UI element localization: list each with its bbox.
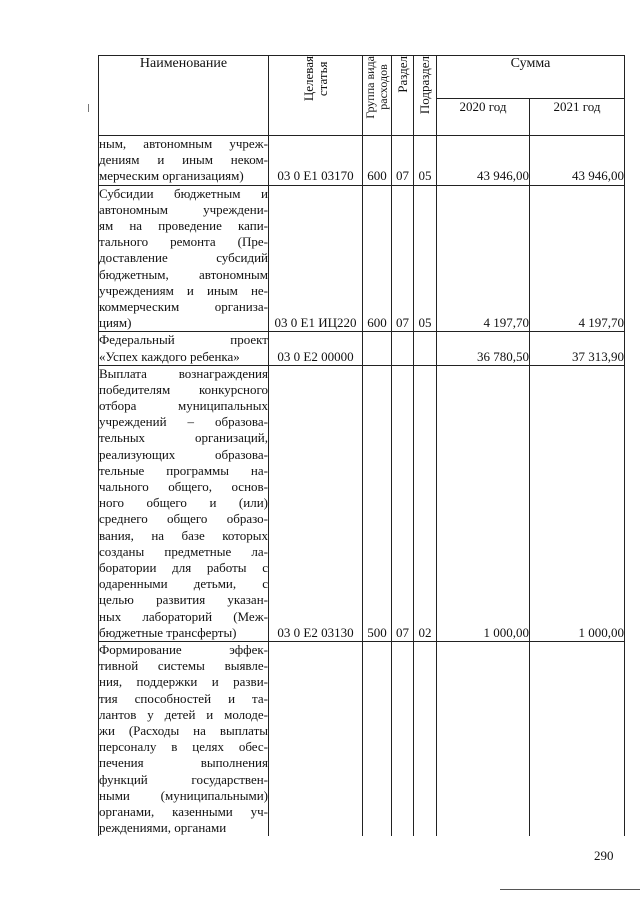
header-group-text: Группа вида расходов [363, 56, 390, 119]
row-group [363, 332, 392, 365]
header-target [269, 56, 363, 136]
row-section [392, 332, 414, 365]
header-name: Наименование [99, 56, 269, 136]
cell-spacer [530, 186, 624, 316]
row-section [392, 185, 414, 332]
row-name-line: мерческим организациям) [99, 168, 244, 184]
row-name-line: учреждений – образова- [99, 414, 268, 430]
cell-spacer [392, 136, 413, 168]
cell-spacer [414, 366, 436, 625]
cell-spacer [414, 642, 436, 820]
row-sum-2020 [437, 136, 530, 186]
row-sum-2020 [437, 185, 530, 332]
row-name [99, 332, 269, 365]
row-name-line: вания, на базе которых [99, 527, 268, 543]
cell-spacer [269, 642, 362, 820]
row-name-line: Выплата вознаграждения [99, 365, 268, 381]
row-name-line: отбора муниципальных [99, 398, 268, 414]
row-name-line: победителям конкурсного [99, 381, 268, 397]
row-name-line: целью развития указан- [99, 592, 268, 608]
row-name-line: ния, поддержки и разви- [99, 674, 268, 690]
row-target-code-value [269, 820, 362, 836]
row-section-value [392, 820, 413, 836]
row-sum-2021 [530, 136, 625, 186]
row-name-line: жи (Расходы на выплаты [99, 723, 268, 739]
row-sum-2021-value [530, 820, 624, 836]
cell-spacer [437, 366, 529, 625]
row-sum-2020-value: 36 780,50 [477, 348, 529, 364]
row-sum-2021-value: 4 197,70 [578, 315, 624, 331]
row-subsection [414, 365, 437, 641]
row-name-line: тельных организаций, [99, 430, 268, 446]
row-sum-2021-value: 1 000,00 [578, 624, 624, 640]
margin-mark [88, 104, 89, 112]
row-sum-2021-value: 43 946,00 [572, 168, 624, 184]
row-sum-2020 [437, 642, 530, 837]
row-sum-2020-value: 43 946,00 [477, 168, 529, 184]
row-name-line: созданы предметные ла- [99, 543, 268, 559]
row-target-code-value: 03 0 Е2 03130 [277, 624, 354, 640]
cell-spacer [392, 186, 413, 316]
row-subsection [414, 332, 437, 365]
header-group [363, 56, 392, 136]
cell-spacer [437, 186, 529, 316]
cell-spacer [414, 186, 436, 316]
cell-spacer [530, 642, 624, 820]
cell-spacer [363, 136, 391, 168]
cell-spacer [269, 136, 362, 168]
row-name-line: тального ремонта (Пре- [99, 234, 268, 250]
table-row [99, 136, 625, 186]
cell-spacer [392, 642, 413, 820]
cell-spacer [363, 332, 391, 348]
row-name-line: «Успех каждого ребенка» [99, 348, 240, 364]
row-name-line: тия способностей и та- [99, 690, 268, 706]
page-number: 290 [594, 848, 614, 863]
header-subsection-text: Подраздел [417, 56, 432, 115]
budget-table [98, 55, 625, 836]
row-section [392, 136, 414, 186]
table-row [99, 185, 625, 332]
row-name-line: бюджетные трансферты) [99, 624, 237, 640]
row-name-line: персоналу в целях обес- [99, 739, 268, 755]
cell-spacer [392, 332, 413, 348]
row-subsection-value: 05 [418, 168, 432, 184]
row-group-value: 600 [367, 168, 387, 184]
row-name-line: чального общего, основ- [99, 479, 268, 495]
row-subsection [414, 136, 437, 186]
row-target-code [269, 332, 363, 365]
cell-spacer [363, 642, 391, 820]
cell-spacer [363, 366, 391, 625]
row-name-line: функций государствен- [99, 771, 268, 787]
table-body [99, 136, 625, 837]
row-sum-2021 [530, 365, 625, 641]
header-section [392, 56, 414, 136]
row-name-line: Федеральный проект [99, 332, 268, 348]
row-name-line: доставление субсидий [99, 250, 268, 266]
row-name-line: Формирование эффек- [99, 642, 268, 658]
row-subsection-value [414, 349, 436, 365]
row-name-line: бюджетным, автономным [99, 266, 268, 282]
row-name-line: среднего общего образо- [99, 511, 268, 527]
row-target-code [269, 185, 363, 332]
cell-spacer [392, 366, 413, 625]
row-target-code-value: 03 0 Е2 00000 [277, 348, 354, 364]
row-name-line: тивной системы выявле- [99, 658, 268, 674]
cell-spacer [363, 186, 391, 316]
row-name-line: боратории для работы с [99, 559, 268, 575]
row-sum-2020-value [437, 820, 529, 836]
row-name-line: ных лабораторий (Меж- [99, 608, 268, 624]
row-sum-2021 [530, 332, 625, 365]
row-name [99, 642, 269, 837]
row-group [363, 365, 392, 641]
row-section [392, 642, 414, 837]
row-section-value [392, 349, 413, 365]
row-name-line: одаренными детьми, с [99, 576, 268, 592]
cell-spacer [269, 332, 362, 348]
row-name-line: автономным учреждени- [99, 201, 268, 217]
table-header [99, 56, 625, 136]
row-name [99, 185, 269, 332]
row-sum-2021 [530, 185, 625, 332]
header-year-2021: 2021 год [530, 99, 625, 136]
row-subsection-value [414, 820, 436, 836]
row-group [363, 185, 392, 332]
row-subsection-value: 02 [418, 624, 432, 640]
row-name-line: реждениями, органами [99, 820, 227, 836]
header-year-2020: 2020 год [437, 99, 530, 136]
row-sum-2020 [437, 365, 530, 641]
table-row [99, 332, 625, 365]
cell-spacer [437, 332, 529, 348]
header-target-text: Целевая статья [300, 56, 330, 102]
row-subsection [414, 642, 437, 837]
row-name-line: дениям и иным неком- [99, 152, 268, 168]
row-name-line: тельные программы на- [99, 462, 268, 478]
cell-spacer [530, 332, 624, 348]
row-sum-2020-value: 4 197,70 [483, 315, 529, 331]
row-subsection-value: 05 [418, 315, 432, 331]
row-name-line: циям) [99, 315, 132, 331]
header-section-text: Раздел [394, 56, 410, 93]
row-name-line: ным, автономным учреж- [99, 136, 268, 151]
cell-spacer [530, 136, 624, 168]
cell-spacer [530, 366, 624, 625]
row-sum-2021-value: 37 313,90 [572, 348, 624, 364]
table-row [99, 642, 625, 837]
row-group [363, 136, 392, 186]
row-name-line: ными (муниципальными) [99, 787, 268, 803]
row-name-line: печения выполнения [99, 755, 268, 771]
footer-rule [500, 889, 640, 890]
row-target-code [269, 642, 363, 837]
row-name-line: ного общего и (или) [99, 495, 268, 511]
row-sum-2020-value: 1 000,00 [483, 624, 529, 640]
row-section-value: 07 [396, 168, 409, 184]
row-target-code-value: 03 0 Е1 03170 [277, 168, 354, 184]
row-target-code-value: 03 0 Е1 ИЦ220 [274, 315, 357, 331]
row-name-line: лантов у детей и молоде- [99, 706, 268, 722]
row-name-line: Субсидии бюджетным и [99, 185, 268, 201]
row-name-line: учреждениям и иным не- [99, 282, 268, 298]
cell-spacer [414, 136, 436, 168]
row-name [99, 136, 269, 186]
cell-spacer [437, 642, 529, 820]
row-group-value: 600 [367, 315, 387, 331]
row-sum-2020 [437, 332, 530, 365]
table-row [99, 365, 625, 641]
row-name [99, 365, 269, 641]
row-group-value [363, 820, 391, 836]
row-section-value: 07 [396, 624, 409, 640]
row-sum-2021 [530, 642, 625, 837]
cell-spacer [269, 366, 362, 625]
row-name-line: органами, казенными уч- [99, 803, 268, 819]
row-section-value: 07 [396, 315, 409, 331]
row-name-line: ям на проведение капи- [99, 217, 268, 233]
cell-spacer [269, 186, 362, 316]
row-group-value: 500 [367, 624, 387, 640]
row-name-line: реализующих образова- [99, 446, 268, 462]
row-section [392, 365, 414, 641]
row-subsection [414, 185, 437, 332]
row-group-value [363, 349, 391, 365]
row-name-line: коммерческим организа- [99, 298, 268, 314]
cell-spacer [437, 136, 529, 168]
row-target-code [269, 136, 363, 186]
header-subsection [414, 56, 437, 136]
row-group [363, 642, 392, 837]
cell-spacer [414, 332, 436, 348]
row-target-code [269, 365, 363, 641]
header-sum: Сумма [437, 56, 625, 99]
